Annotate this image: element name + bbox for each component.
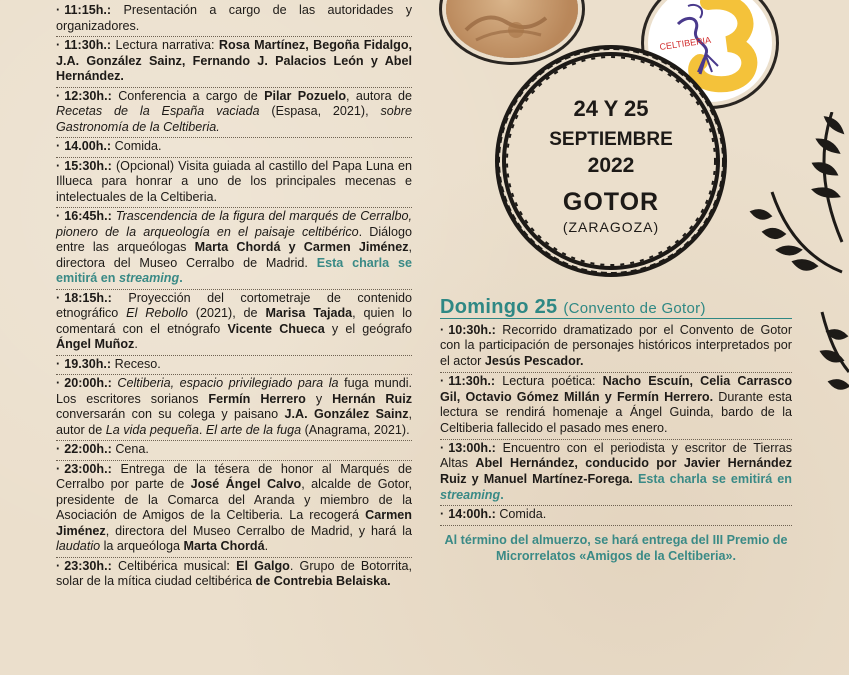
program-item: · 16:45h.: Trascendencia de la figura del marqués de Cerralbo, pionero de la arqueología en el paisaje celtibérico. Diálogo entre las arqueólogas Marta Chordá y Carmen Jiménez, directora del Museo Cerralbo de Madrid. Esta charla se emitirá en streaming. [56,208,412,290]
date-badge [506,56,716,266]
badge-year: 2022 [587,154,635,177]
program-item: · 15:30h.: (Opcional) Visita guiada al castillo del Papa Luna en Illueca para honrar a uno de los principales mecenas e intelectuales de la Celtiberia. [56,158,412,209]
program-item: · 11:30h.: Lectura poética: Nacho Escuín, Celia Carrasco Gil, Octavio Gómez Millán y Fermín Herrero. Durante esta lectura se rendirá homenaje a Ángel Guinda, bardo de la Celtiberia fallecido el pasado mes enero. [440,373,792,440]
badge-month: SEPTIEMBRE [549,129,673,150]
sunday-heading: Domingo 25 (Convento de Gotor) [440,300,792,319]
badge-town: GOTOR [562,188,660,216]
program-item: · 23:00h.: Entrega de la tésera de honor al Marqués de Cerralbo por parte de José Ángel Calvo, alcalde de Gotor, presidente de la Comarca del Aranda y miembro de la Asociación de Amigos de la Celtiberia. La recogerá Carmen Jiménez, directora del Museo Cerralbo de Madrid, y hará la laudatio la arqueóloga Marta Chordá. [56,461,412,558]
saturday-program [56,2,412,592]
badge-province: (ZARAGOZA) [562,219,660,235]
closing-note: Al término del almuerzo, se hará entrega del III Premio de Microrrelatos «Amigos de la Celtiberia». [444,533,788,564]
program-item: · 23:30h.: Celtibérica musical: El Galgo. Grupo de Botorrita, solar de la mítica ciudad celtibérica de Contrebia Belaiska. [56,558,412,588]
program-item: · 19.30h.: Receso. [56,356,412,376]
program-item: · 20:00h.: Celtiberia, espacio privilegiado para la fuga mundi. Los escritores sorianos Fermín Herrero y Hernán Ruiz conversarán con su colega y paisano J.A. González Sainz, autor de La vida pequeña. El arte de la fuga (Anagrama, 2021). [56,375,412,441]
program-item: · 18:15h.: Proyección del cortometraje de contenido etnográfico El Rebollo (2021), de Marisa Tajada, quien lo comentará con el etnógrafo Vicente Chueca y el geógrafo Ángel Muñoz. [56,290,412,356]
sunday-program [440,296,793,564]
program-item: · 11:15h.: Presentación a cargo de las autoridades y organizadores. [56,2,412,37]
program-item: · 14.00h.: Comida. [56,138,412,158]
program-item: · 13:00h.: Encuentro con el periodista y escritor de Tierras Altas Abel Hernández, conducido por Javier Hernández Ruiz y Manuel Martínez-Forega. Esta charla se emitirá en streaming. [440,440,792,507]
program-item: · 10:30h.: Recorrido dramatizado por el Convento de Gotor con la participación de personajes históricos interpretados por el actor Jesús Pescador. [440,322,792,373]
program-item: · 22:00h.: Cena. [56,441,412,461]
program-item: · 14:00h.: Comida. [440,506,792,526]
logo-lettering: CELTIBERIA [658,34,712,52]
program-item: · 11:30h.: Lectura narrativa: Rosa Martínez, Begoña Fidalgo, J.A. González Sainz, Fernando J. Palacios León y Abel Hernández. [56,37,412,88]
badge-days: 24 Y 25 [573,96,649,121]
program-item: · 12:30h.: Conferencia a cargo de Pilar Pozuelo, autora de Recetas de la España vaciada (Espasa, 2021), sobre Gastronomía de la Celtiberia. [56,88,412,139]
